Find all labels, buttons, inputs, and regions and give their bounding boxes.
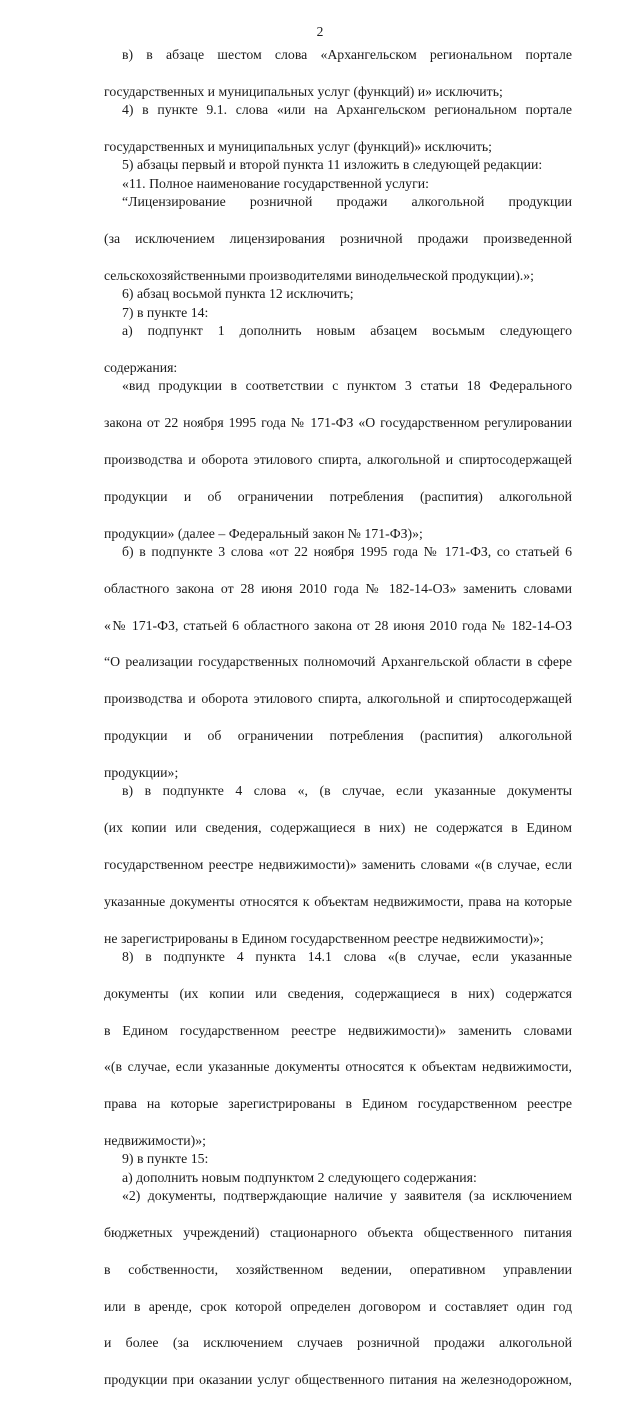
text-line: или в аренде, срок которой определен договором и составляет один год [104, 1298, 572, 1314]
text-line: «11. Полное наименование государственной услуги: [122, 175, 429, 191]
text-line: указанные документы относятся к объектам недвижимости, права на которые [104, 893, 572, 909]
text-line: государственных и муниципальных услуг (функций) и» исключить; [104, 83, 503, 99]
text-line: недвижимости)»; [104, 1132, 206, 1148]
text-line: областного закона от 28 июня 2010 года № 182-14-ОЗ» заменить словами [104, 580, 572, 596]
text-line: продукции»; [104, 764, 179, 780]
text-line: б) в подпункте 3 слова «от 22 ноября 1995 года № 171-ФЗ, со статьей 6 [122, 543, 572, 559]
text-line: «вид продукции в соответствии с пунктом 3 статьи 18 Федерального [122, 378, 572, 394]
text-line: 4) в пункте 9.1. слова «или на Архангельском региональном портале [122, 102, 572, 118]
text-line: государственном реестре недвижимости)» заменить словами «(в случае, если [104, 856, 572, 872]
text-line: в Едином государственном реестре недвижимости)» заменить словами [104, 1022, 572, 1038]
text-line: содержания: [104, 359, 178, 375]
text-line: продукции» (далее – Федеральный закон № 171-ФЗ)»; [104, 525, 423, 541]
text-line: в) в абзаце шестом слова «Архангельском региональном портале [122, 47, 572, 62]
text-line: “О реализации государственных полномочий Архангельской области в сфере [104, 654, 572, 670]
text-line: в) в подпункте 4 слова «, (в случае, если указанные документы [122, 783, 572, 799]
text-line: сельскохозяйственными производителями винодельческой продукции).»; [104, 267, 534, 283]
text-line: в собственности, хозяйственном ведении, оперативном управлении [104, 1261, 572, 1277]
text-line: «(в случае, если указанные документы относятся к объектам недвижимости, [104, 1059, 572, 1075]
document-body [104, 46, 572, 1408]
text-line: продукции и об ограничении потребления (распития) алкогольной [104, 728, 572, 744]
text-line: «№ 171-ФЗ, статьей 6 областного закона от 28 июня 2010 года № 182-14-ОЗ [104, 617, 572, 633]
text-line: документы (их копии или сведения, содержащиеся в них) содержатся [104, 985, 572, 1001]
text-line: 5) абзацы первый и второй пункта 11 изложить в следующей редакции: [122, 157, 543, 173]
text-line: продукции и об ограничении потребления (распития) алкогольной [104, 488, 572, 504]
text-line: государственных и муниципальных услуг (функций)» исключить; [104, 139, 493, 155]
text-line: закона от 22 ноября 1995 года № 171-ФЗ «О государственном регулировании [104, 415, 572, 431]
text-line: 8) в подпункте 4 пункта 14.1 слова «(в случае, если указанные [122, 948, 572, 964]
text-line: бюджетных учреждений) стационарного объекта общественного питания [104, 1225, 572, 1240]
text-line: (за исключением лицензирования розничной продажи произведенной [104, 231, 572, 247]
text-line: 7) в пункте 14: [122, 304, 209, 320]
text-line: (их копии или сведения, содержащиеся в них) не содержатся в Едином [104, 820, 572, 836]
text-line: и более (за исключением случаев розничной продажи алкогольной [104, 1335, 572, 1351]
text-line: продукции при оказании услуг общественного питания на железнодорожном, [104, 1372, 572, 1388]
text-line: “Лицензирование розничной продажи алкогольной продукции [122, 194, 572, 210]
text-line: производства и оборота этилового спирта, алкогольной и спиртосодержащей [104, 691, 572, 707]
text-line: 6) абзац восьмой пункта 12 исключить; [122, 286, 354, 302]
text-line: а) подпункт 1 дополнить новым абзацем восьмым следующего [122, 323, 572, 339]
text-line: 9) в пункте 15: [122, 1151, 209, 1167]
text-line: производства и оборота этилового спирта, алкогольной и спиртосодержащей [104, 451, 572, 467]
text-line: не зарегистрированы в Едином государственном реестре недвижимости)»; [104, 930, 544, 946]
text-line: права на которые зарегистрированы в Едином государственном реестре [104, 1096, 572, 1112]
page-number: 2 [316, 24, 324, 39]
text-line: «2) документы, подтверждающие наличие у заявителя (за исключением [122, 1188, 572, 1204]
text-line: а) дополнить новым подпунктом 2 следующего содержания: [122, 1169, 477, 1185]
